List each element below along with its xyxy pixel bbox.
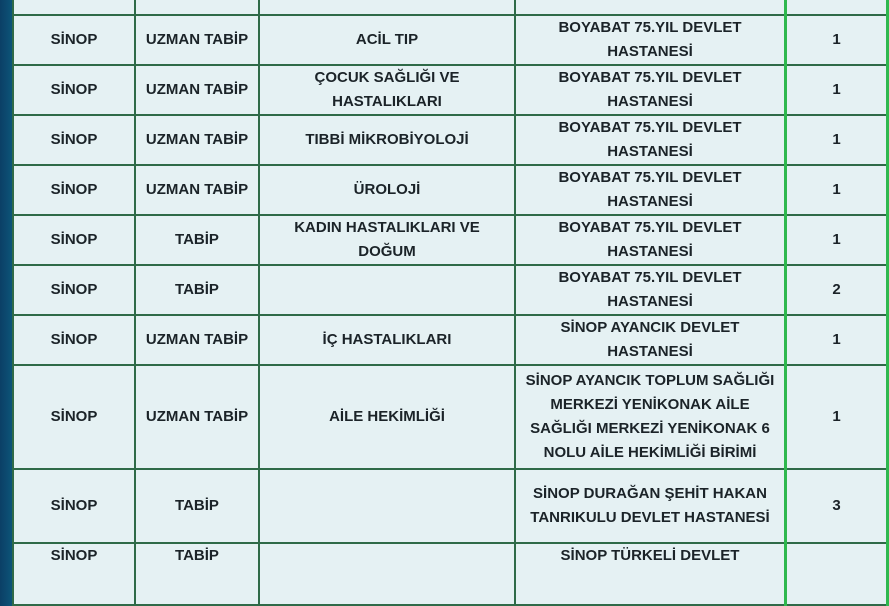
title-cell: UZMAN TABİP [135,115,259,165]
count-cell [786,0,888,15]
count-cell: 3 [786,469,888,543]
title-cell: UZMAN TABİP [135,365,259,469]
table-row [13,469,888,543]
specialty-cell: ÇOCUK SAĞLIĞI VE HASTALIKLARI [259,65,515,115]
specialty-cell: TIBBİ MİKROBİYOLOJİ [259,115,515,165]
count-cell: 1 [786,215,888,265]
specialty-cell [259,0,515,15]
table-row [13,115,888,165]
specialty-cell: ÜROLOJİ [259,165,515,215]
table-row [13,165,888,215]
title-cell: UZMAN TABİP [135,315,259,365]
province-cell: SİNOP [13,469,135,543]
table-row [13,365,888,469]
count-cell: 1 [786,115,888,165]
specialty-cell [259,469,515,543]
position-table-body [13,0,888,605]
institution-cell: BOYABAT 75.YIL DEVLET HASTANESİ [515,115,786,165]
count-cell [786,543,888,605]
table-row [13,0,888,15]
institution-cell: BOYABAT 75.YIL DEVLET HASTANESİ [515,215,786,265]
specialty-cell: İÇ HASTALIKLARI [259,315,515,365]
institution-cell [515,0,786,15]
title-cell: TABİP [135,469,259,543]
title-cell [135,0,259,15]
institution-cell: BOYABAT 75.YIL DEVLET HASTANESİ [515,165,786,215]
count-cell: 1 [786,365,888,469]
table-row [13,15,888,65]
count-cell: 1 [786,165,888,215]
count-cell: 1 [786,315,888,365]
institution-cell: BOYABAT 75.YIL DEVLET HASTANESİ [515,65,786,115]
count-cell: 2 [786,265,888,315]
title-cell: TABİP [135,265,259,315]
specialty-cell: AİLE HEKİMLİĞİ [259,365,515,469]
province-cell: SİNOP [13,215,135,265]
province-cell: SİNOP [13,65,135,115]
title-cell: UZMAN TABİP [135,65,259,115]
title-cell: TABİP [135,543,259,605]
institution-cell: SİNOP AYANCIK DEVLET HASTANESİ [515,315,786,365]
table-row [13,215,888,265]
table-row [13,265,888,315]
institution-cell: SİNOP DURAĞAN ŞEHİT HAKAN TANRIKULU DEVLET HASTANESİ [515,469,786,543]
institution-cell: SİNOP TÜRKELİ DEVLET [515,543,786,605]
table-row [13,65,888,115]
province-cell: SİNOP [13,115,135,165]
specialty-cell [259,265,515,315]
count-cell: 1 [786,15,888,65]
position-table [12,0,889,606]
table-row [13,315,888,365]
province-cell: SİNOP [13,15,135,65]
province-cell: SİNOP [13,265,135,315]
province-cell: SİNOP [13,315,135,365]
table-row [13,543,888,605]
specialty-cell [259,543,515,605]
specialty-cell: ACİL TIP [259,15,515,65]
province-cell: SİNOP [13,165,135,215]
title-cell: UZMAN TABİP [135,15,259,65]
specialty-cell: KADIN HASTALIKLARI VE DOĞUM [259,215,515,265]
province-cell: SİNOP [13,543,135,605]
position-table-sheet [12,0,841,606]
title-cell: UZMAN TABİP [135,165,259,215]
institution-cell: SİNOP AYANCIK TOPLUM SAĞLIĞI MERKEZİ YENİKONAK AİLE SAĞLIĞI MERKEZİ YENİKONAK 6 NOLU AİLE HEKİMLİĞİ BİRİMİ [515,365,786,469]
count-cell: 1 [786,65,888,115]
title-cell: TABİP [135,215,259,265]
institution-cell: BOYABAT 75.YIL DEVLET HASTANESİ [515,15,786,65]
province-cell: SİNOP [13,365,135,469]
institution-cell: BOYABAT 75.YIL DEVLET HASTANESİ [515,265,786,315]
province-cell [13,0,135,15]
